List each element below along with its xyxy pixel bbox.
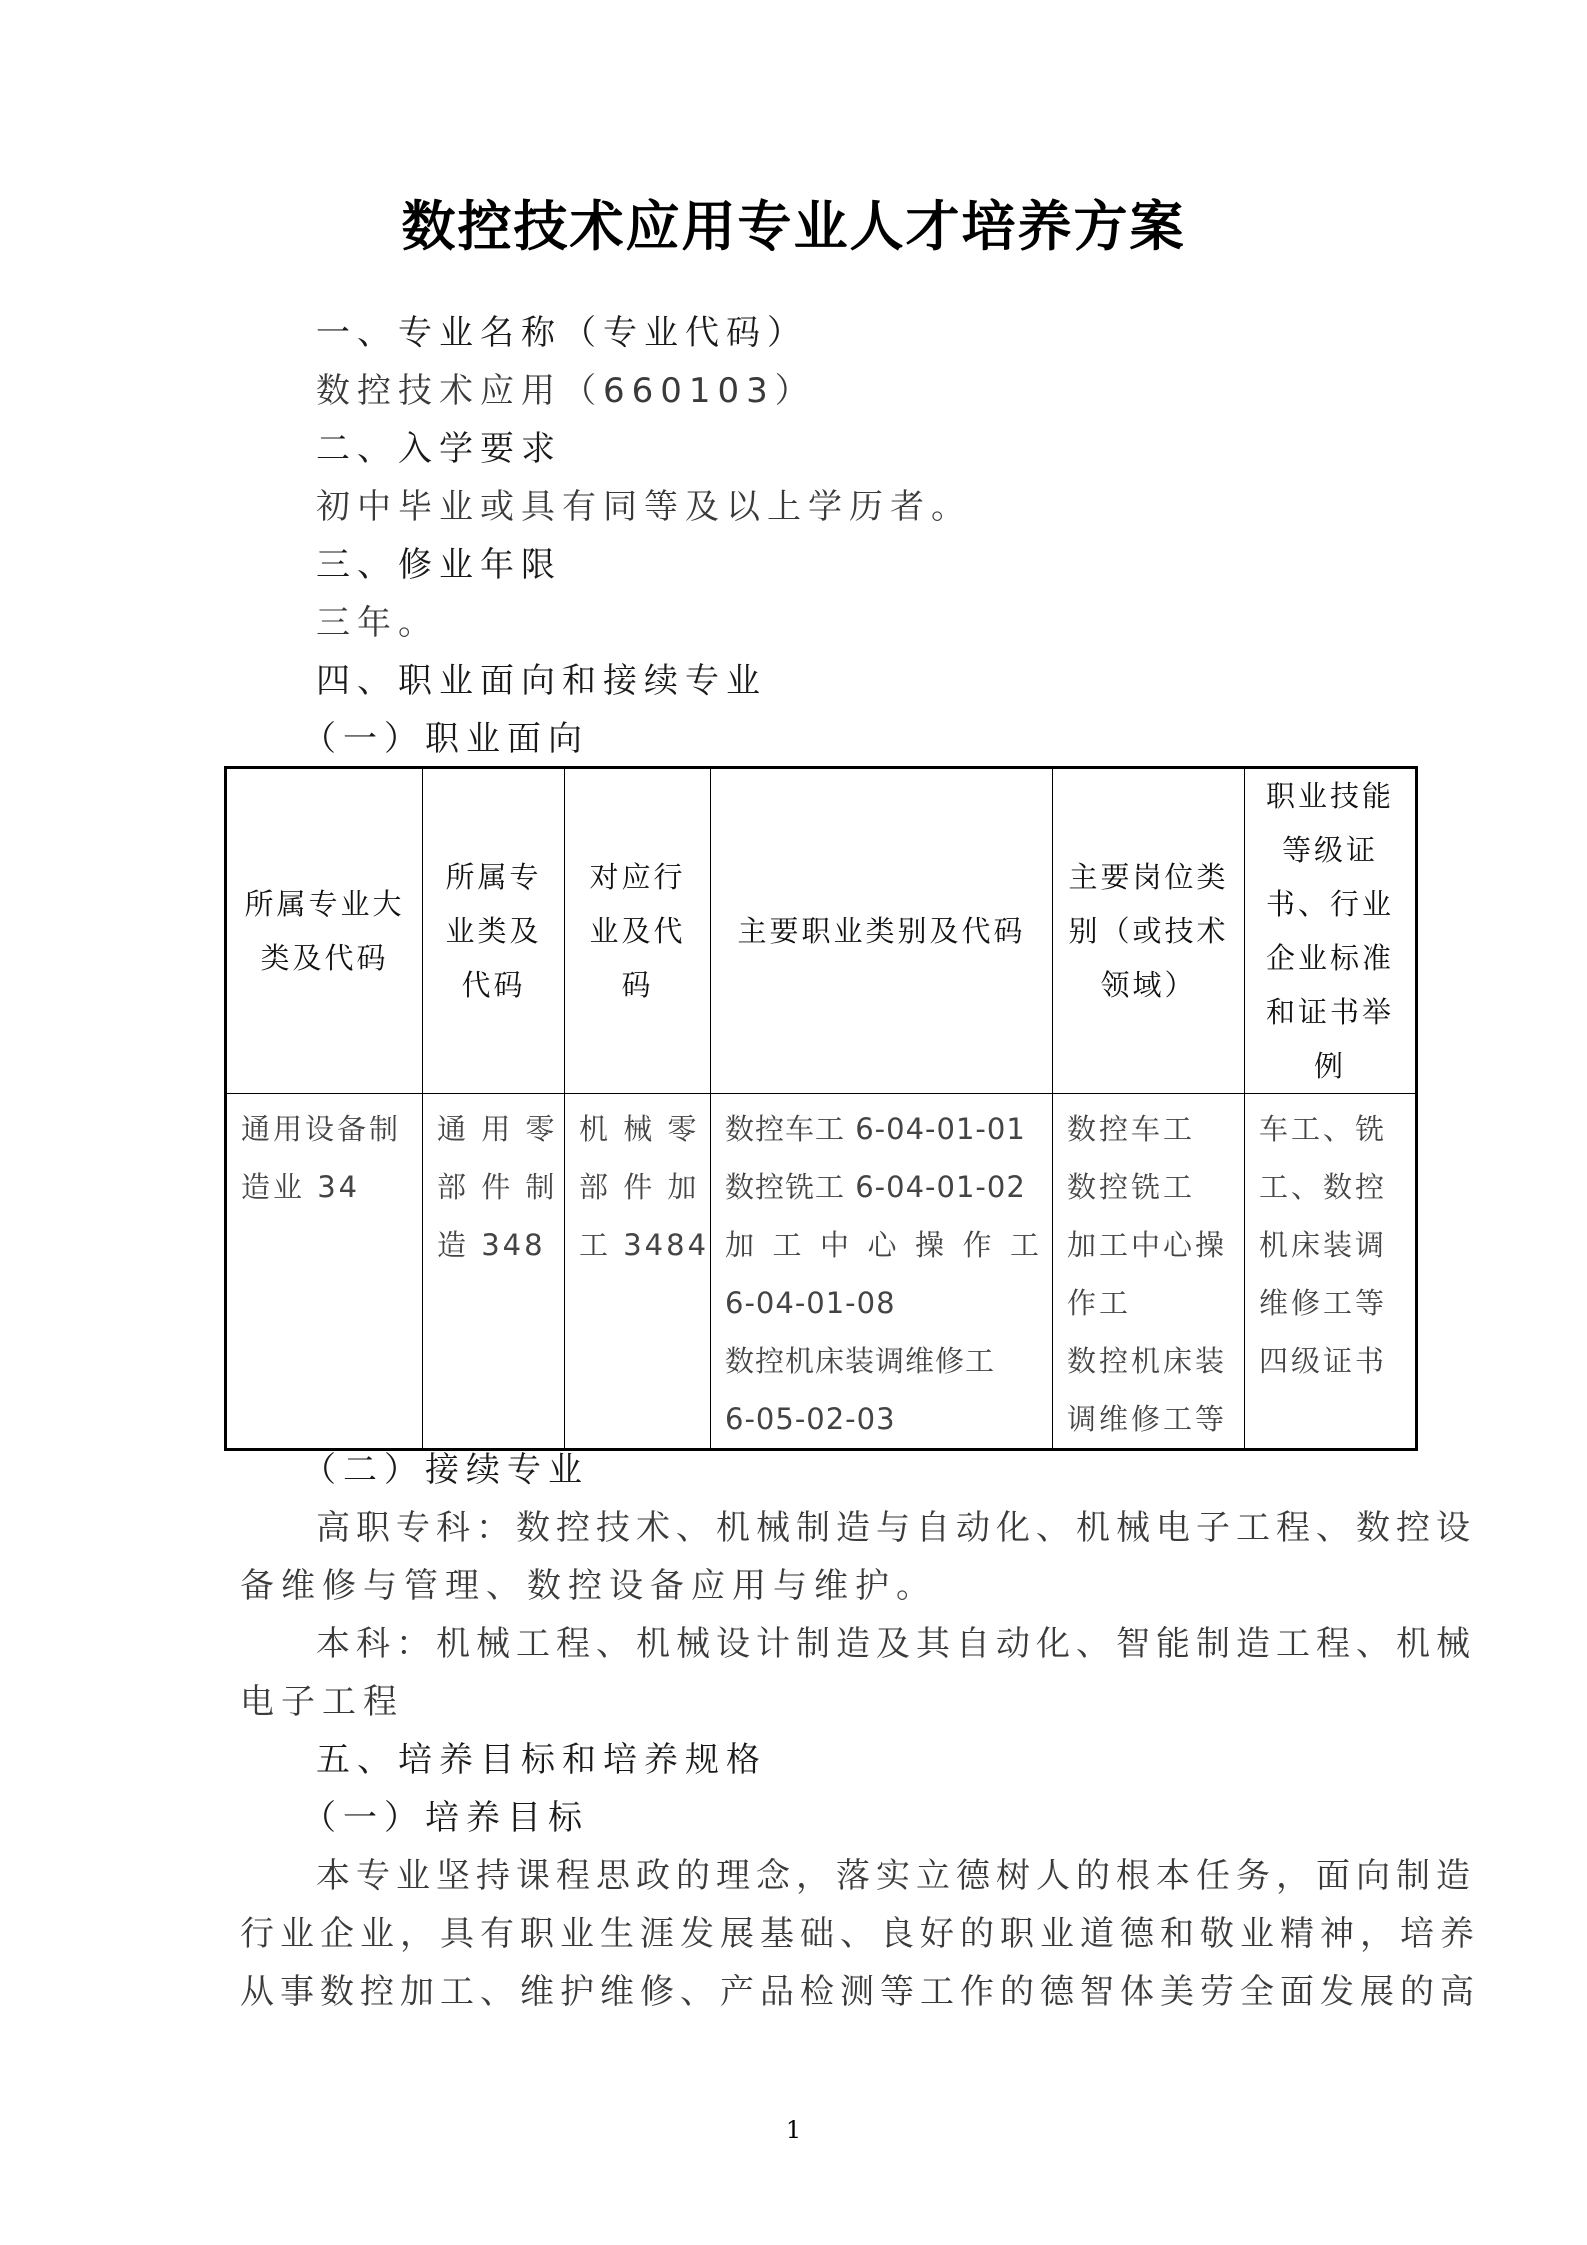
header-industry: 对应行 业及代 码: [565, 768, 711, 1094]
cell-major-category: 通用设备制 造业 34: [226, 1094, 423, 1450]
section-5-heading: 五、培养目标和培养规格: [316, 1740, 767, 1780]
section-2-heading: 二、入学要求: [316, 429, 562, 469]
subsection-continuing-majors: （二）接续专业: [302, 1450, 589, 1490]
cell-industry: 机 械 零 部 件 加 工 3484: [565, 1094, 711, 1450]
paragraph-line: 电子工程: [240, 1682, 404, 1722]
section-1-heading: 一、专业名称（专业代码）: [316, 313, 808, 353]
table-header-row: [226, 768, 1417, 1094]
header-certificate: 职业技能 等级证 书、行业 企业标准 和证书举 例: [1245, 768, 1417, 1094]
paragraph-line: 行业企业，具有职业生涯发展基础、良好的职业道德和敬业精神，培养: [240, 1914, 1480, 1954]
header-position: 主要岗位类 别（或技术 领域）: [1053, 768, 1245, 1094]
cell-major-class: 通 用 零 部 件 制 造 348: [423, 1094, 565, 1450]
career-orientation-table: [224, 766, 1418, 1451]
paragraph-line: 本专业坚持课程思政的理念，落实立德树人的根本任务，面向制造: [316, 1856, 1476, 1896]
subsection-training-goal: （一）培养目标: [302, 1798, 589, 1838]
section-4-heading: 四、职业面向和接续专业: [316, 661, 767, 701]
paragraph-line: 高职专科：数控技术、机械制造与自动化、机械电子工程、数控设: [316, 1508, 1476, 1548]
cell-certificate: 车工、铣 工、数控 机床装调 维修工等 四级证书: [1245, 1094, 1417, 1450]
section-3-heading: 三、修业年限: [316, 545, 562, 585]
section-1-body: 数控技术应用（660103）: [316, 371, 816, 411]
document-title: 数控技术应用专业人才培养方案: [401, 194, 1186, 258]
cell-position: 数控车工 数控铣工 加工中心操 作工 数控机床装 调维修工等: [1053, 1094, 1245, 1450]
section-2-body: 初中毕业或具有同等及以上学历者。: [316, 487, 972, 527]
paragraph-line: 本科：机械工程、机械设计制造及其自动化、智能制造工程、机械: [316, 1624, 1476, 1664]
header-major-class: 所属专 业类及 代码: [423, 768, 565, 1094]
header-occupation: 主要职业类别及代码: [711, 768, 1053, 1094]
subsection-career-orientation: （一）职业面向: [302, 719, 589, 759]
header-major-category: 所属专业大 类及代码: [226, 768, 423, 1094]
table-row: [226, 1094, 1417, 1450]
paragraph-line: 备维修与管理、数控设备应用与维护。: [240, 1566, 937, 1606]
page-number: 1: [785, 2116, 802, 2144]
section-3-body: 三年。: [316, 603, 439, 643]
cell-occupation: 数控车工 6-04-01-01 数控铣工 6-04-01-02 加工中心操作工 6-04-01-08 数控机床装调维修工 6-05-02-03: [711, 1094, 1053, 1450]
paragraph-line: 从事数控加工、维护维修、产品检测等工作的德智体美劳全面发展的高: [240, 1972, 1480, 2012]
